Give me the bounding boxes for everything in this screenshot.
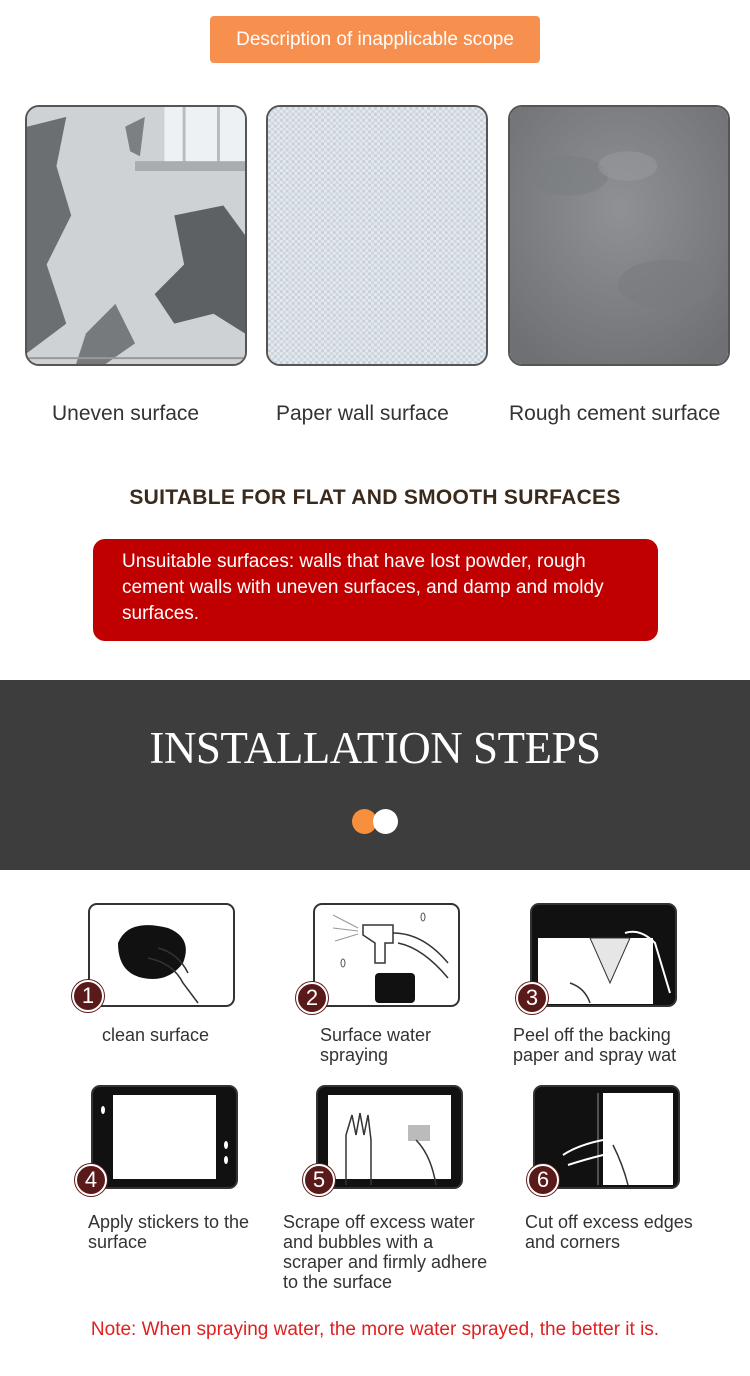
peel-backing-icon bbox=[530, 903, 677, 1007]
step-6-badge: 6 bbox=[527, 1164, 559, 1196]
surface-label-uneven: Uneven surface bbox=[52, 402, 200, 425]
step-5-badge: 5 bbox=[303, 1164, 335, 1196]
decorative-dot-white bbox=[373, 809, 398, 834]
suitable-surfaces-headline: SUITABLE FOR FLAT AND SMOOTH SURFACES bbox=[129, 486, 621, 509]
step-3-text: Peel off the backing paper and spray wat bbox=[513, 1025, 677, 1065]
step-2-badge: 2 bbox=[296, 982, 328, 1014]
surface-label-cement: Rough cement surface bbox=[509, 402, 721, 425]
spray-bottle-icon bbox=[313, 903, 460, 1007]
installation-banner bbox=[0, 680, 750, 870]
step-1-badge: 1 bbox=[72, 980, 104, 1012]
step-3-badge: 3 bbox=[516, 982, 548, 1014]
scope-tag: Description of inapplicable scope bbox=[210, 16, 540, 63]
paper-wall-surface-image bbox=[266, 105, 488, 366]
step-2-text: Surface water spraying bbox=[320, 1025, 432, 1065]
uneven-surface-image bbox=[25, 105, 247, 366]
step-6-text: Cut off excess edges and corners bbox=[525, 1212, 693, 1252]
step-1-text: clean surface bbox=[102, 1025, 210, 1045]
installation-title: INSTALLATION STEPS bbox=[149, 723, 601, 773]
step-5-text: Scrape off excess water and bubbles with a scraper and firmly adhere to the surface bbox=[283, 1212, 488, 1292]
step-4-text: Apply stickers to the surface bbox=[88, 1212, 250, 1252]
apply-sticker-icon bbox=[91, 1085, 238, 1189]
step-4-badge: 4 bbox=[75, 1164, 107, 1196]
scraper-icon bbox=[316, 1085, 463, 1189]
unsuitable-surfaces-warning: Unsuitable surfaces: walls that have lost powder, rough cement walls with uneven surfaces, and damp and moldy surfaces. bbox=[93, 539, 658, 641]
rough-cement-surface-image bbox=[508, 105, 730, 366]
surface-label-paper: Paper wall surface bbox=[276, 402, 449, 425]
spraying-note: Note: When spraying water, the more water sprayed, the better it is. bbox=[90, 1319, 660, 1340]
cleaning-cloth-icon bbox=[88, 903, 235, 1007]
